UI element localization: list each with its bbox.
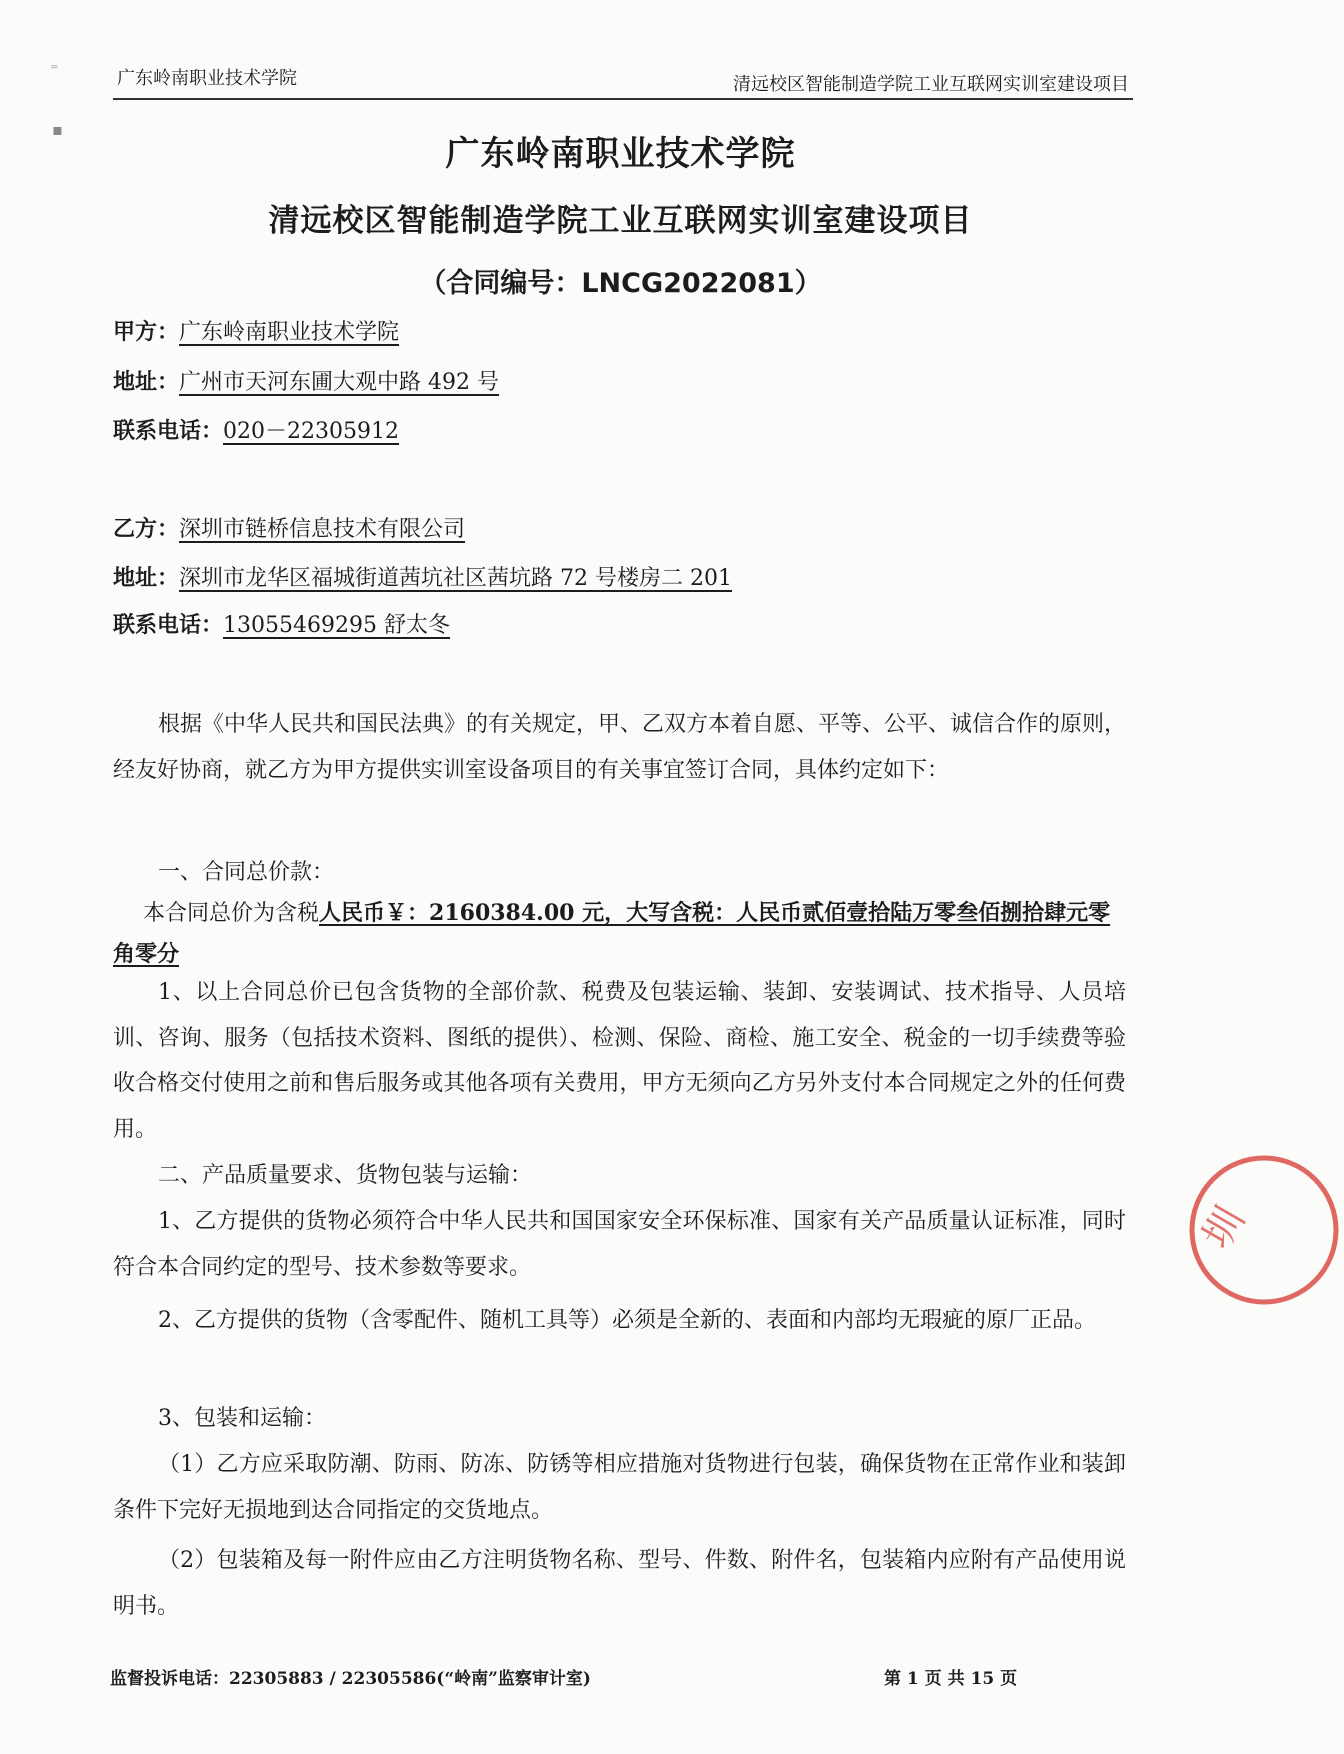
party-a-address: 广州市天河东圃大观中路 492 号 [179,370,499,395]
document-title: 广东岭南职业技术学院 [445,134,796,174]
clause-2-3-1: （1）乙方应采取防潮、防雨、防冻、防锈等相应措施对货物进行包装，确保货物在正常作业和装卸条件下完好无损地到达合同指定的交货地点。 [113,1452,1126,1523]
contract-number: （合同编号：LNCG2022081） [419,268,822,299]
party-a-label: 甲方： [113,320,180,345]
price-amount: 人民币￥：2160384.00 元，大写含税：人民币贰佰壹拾陆万零叁佰捌拾肆元零角零分 [113,900,1111,967]
clause-2-3-2: （2）包装箱及每一附件应由乙方注明货物名称、型号、件数、附件名，包装箱内应附有产品使用说明书。 [113,1548,1126,1619]
party-a-phone-row [113,414,399,445]
party-b-phone-row [113,608,450,639]
price-prefix: 本合同总价为含税 [143,901,320,926]
clause-1-1: 1、以上合同总价已包含货物的全部价款、税费及包装运输、装卸、安装调试、技术指导、人员培训、咨询、服务（包括技术资料、图纸的提供）、检测、保险、商检、施工安全、税金的一切手续费等验收合格交付使用之前和售后服务或其他各项有关费用，甲方无须向乙方另外支付本合同规定之外的任何费用。 [113,980,1126,1143]
scan-mark: ⁼ [50,60,59,79]
page-number: 第 1 页 共 15 页 [884,1669,1018,1689]
party-a-name: 广东岭南职业技术学院 [179,320,400,345]
project-title: 清远校区智能制造学院工业互联网实训室建设项目 [268,203,973,239]
party-b-name-row [113,512,465,543]
party-a-phone-label: 联系电话： [113,419,224,444]
intro-paragraph: 根据《中华人民共和国民法典》的有关规定，甲、乙双方本着自愿、平等、公平、诚信合作的原则，经友好协商，就乙方为甲方提供实训室设备项目的有关事宜签订合同，具体约定如下： [113,712,1127,783]
scan-mark: ▪ [52,120,63,139]
company-seal [1184,1150,1344,1310]
section-2-title: 二、产品质量要求、货物包装与运输： [158,1163,533,1188]
svg-text:圳: 圳 [1194,1198,1255,1257]
party-b-address-label: 地址： [113,566,180,591]
party-a-address-label: 地址： [113,370,180,395]
party-a-phone: 020－22305912 [223,419,399,444]
header-right: 清远校区智能制造学院工业互联网实训室建设项目 [733,74,1129,95]
header-left: 广东岭南职业技术学院 [117,68,297,89]
party-b-address-row [113,561,732,592]
clause-2-1: 1、乙方提供的货物必须符合中华人民共和国国家安全环保标准、国家有关产品质量认证标准，同时符合本合同约定的型号、技术参数等要求。 [113,1209,1126,1280]
contract-price [113,893,1126,975]
complaint-hotline: 监督投诉电话：22305883 / 22305586(“岭南”监察审计室) [110,1669,591,1689]
party-a-address-row [113,365,499,396]
party-b-phone: 13055469295 舒太冬 [223,613,450,638]
party-b-phone-label: 联系电话： [113,613,224,638]
clause-2-2: 2、乙方提供的货物（含零配件、随机工具等）必须是全新的、表面和内部均无瑕疵的原厂正品。 [158,1308,1097,1333]
party-b-name: 深圳市链桥信息技术有限公司 [179,517,466,542]
party-b-address: 深圳市龙华区福城街道茜坑社区茜坑路 72 号楼房二 201 [179,566,732,591]
section-1-title: 一、合同总价款： [158,860,335,885]
party-b-label: 乙方： [113,517,180,542]
party-a-name-row [113,315,399,346]
clause-2-3: 3、包装和运输： [158,1406,326,1431]
running-header [113,58,1133,100]
